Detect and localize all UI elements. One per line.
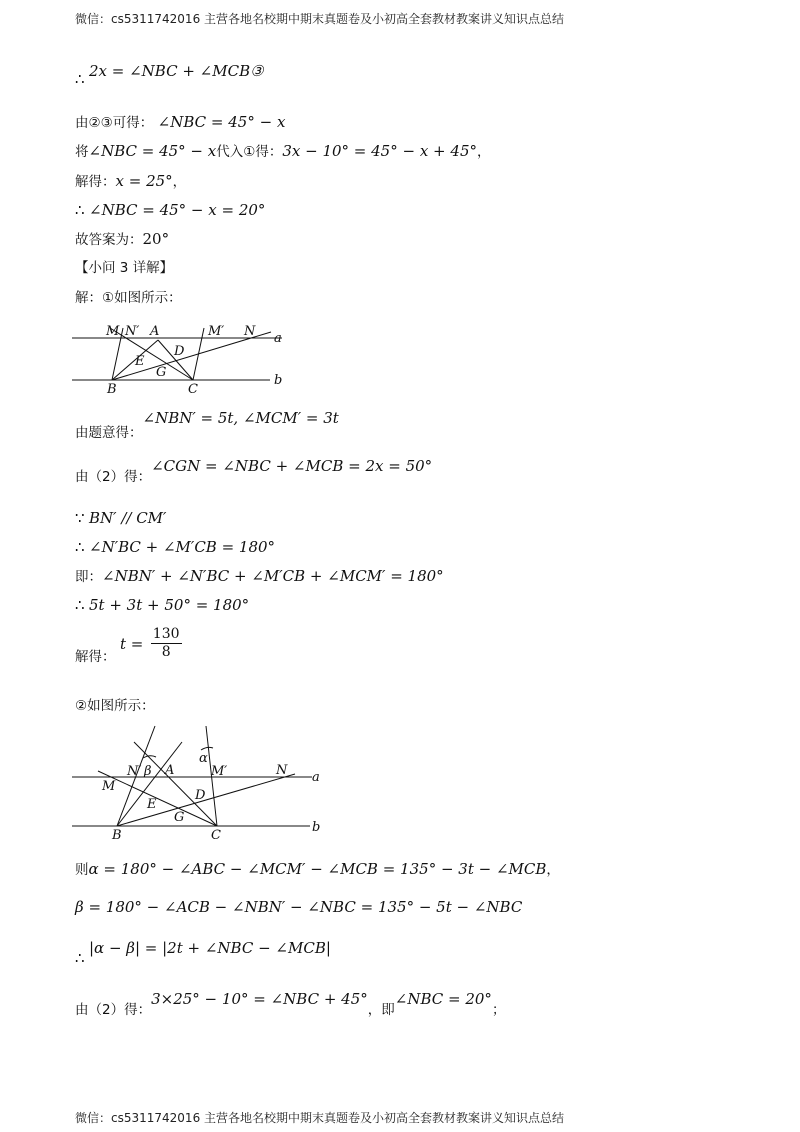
line-13 [75,567,444,586]
line-10 [75,457,433,485]
label-M-prime: M′ [208,324,225,339]
text: 解得： [75,174,116,190]
text: 代入①得： [216,144,283,160]
line-12 [75,538,275,557]
denominator: 8 [161,643,171,660]
text: 即： [75,569,102,585]
text: 由题意得： [75,425,143,441]
therefore-symbol: ∴ [75,596,85,614]
geometry-figure-1 [70,318,300,398]
line-2 [75,113,285,132]
label-D: D [174,344,185,359]
text: ， [477,144,491,160]
label-E: E [147,797,157,812]
math: x = 25° [115,172,173,190]
math: ∠NBC = 20° [394,990,492,1008]
math: ∠CGN = ∠NBC + ∠MCB = 2x = 50° [151,457,433,475]
line-9 [75,409,339,441]
math: 3x − 10° = 45° − x + 45° [282,142,477,160]
line-19 [75,939,331,967]
therefore-symbol: ∴ [75,201,85,219]
text: 解得： [75,649,116,666]
line-11 [75,509,166,528]
label-G: G [174,810,185,825]
text: ， [546,862,560,878]
text: 则 [75,862,89,878]
math: β = 180° − ∠ACB − ∠NBN′ − ∠NBC = 135° − 5t − ∠NBC [75,898,523,916]
line-8 [75,290,182,307]
therefore-symbol: ∴ [75,70,85,88]
text: 故答案为： [75,232,143,248]
label-N: N [244,324,256,339]
text: 将 [75,144,89,160]
label-N: N [276,763,288,778]
label-N-prime: N′ [125,324,140,339]
label-M: M [102,779,116,794]
line-5 [75,201,265,220]
label-M: M [106,324,120,339]
line-15 [75,626,182,666]
text: 由（2）得： [75,1002,152,1018]
numerator: 130 [152,626,180,642]
line-1 [75,62,264,88]
section-heading [75,260,173,277]
math: ∠NBC = 45° − x [157,113,286,131]
math: 5t + 3t + 50° = 180° [89,596,250,614]
math: ∠NBN′ + ∠N′BC + ∠M′CB + ∠MCM′ = 180° [102,567,444,585]
line-4 [75,172,186,191]
math: ∠N′BC + ∠M′CB = 180° [89,538,276,556]
line-3 [75,142,491,161]
line-17 [75,860,560,879]
label-b: b [312,820,321,835]
line-18 [75,898,522,917]
text: ②如图所示： [75,698,155,714]
math: ∠NBC = 45° − x [88,142,217,160]
math: t = [119,635,144,654]
page-header: 微信：cs5311742016 主营各地名校期中期末真题卷及小初高全套教材教案讲义知识点总结 [75,12,565,26]
label-C: C [188,382,198,397]
text: ，即 [367,1002,395,1018]
text: ； [491,1002,506,1018]
math: 20° [142,230,170,248]
label-D: D [195,788,206,803]
line-6 [75,230,169,249]
label-a: a [312,770,320,785]
math: ∠NBC = 45° − x = 20° [89,201,266,219]
label-G: G [156,365,167,380]
math: 3×25° − 10° = ∠NBC + 45° [151,990,368,1008]
label-A: A [150,324,160,339]
label-alpha: α [199,751,208,766]
geometry-figure-2 [70,724,330,844]
label-b: b [274,373,283,388]
therefore-symbol: ∴ [75,949,85,967]
label-C: C [211,828,221,843]
text: ， [172,174,187,190]
math: α = 180° − ∠ABC − ∠MCM′ − ∠MCB = 135° − 3t − ∠MCB [88,860,547,878]
because-symbol: ∵ [75,509,85,527]
label-E: E [135,354,145,369]
label-B: B [112,828,122,843]
text: 【小问 3 详解】 [75,260,174,276]
label-A: A [165,763,175,778]
equation-3: 2x = ∠NBC + ∠MCB③ [89,62,264,80]
math: BN′ // CM′ [89,509,167,527]
label-B: B [107,382,117,397]
label-beta: β [144,764,152,779]
text: 由②③可得： [75,115,154,131]
text: 解：①如图所示： [75,290,182,306]
label-M-prime: M′ [211,764,228,779]
fraction [151,626,182,661]
label-N-prime: N′ [127,764,142,779]
text: 由（2）得： [75,469,152,485]
math: ∠NBN′ = 5t, ∠MCM′ = 3t [142,409,339,427]
therefore-symbol: ∴ [75,538,85,556]
line-20 [75,990,506,1018]
page-footer: 微信：cs5311742016 主营各地名校期中期末真题卷及小初高全套教材教案讲义知识点总结 [75,1111,565,1125]
line-14 [75,596,249,615]
line-16 [75,698,155,715]
math: |α − β| = |2t + ∠NBC − ∠MCB| [89,939,331,957]
label-a: a [274,331,282,346]
